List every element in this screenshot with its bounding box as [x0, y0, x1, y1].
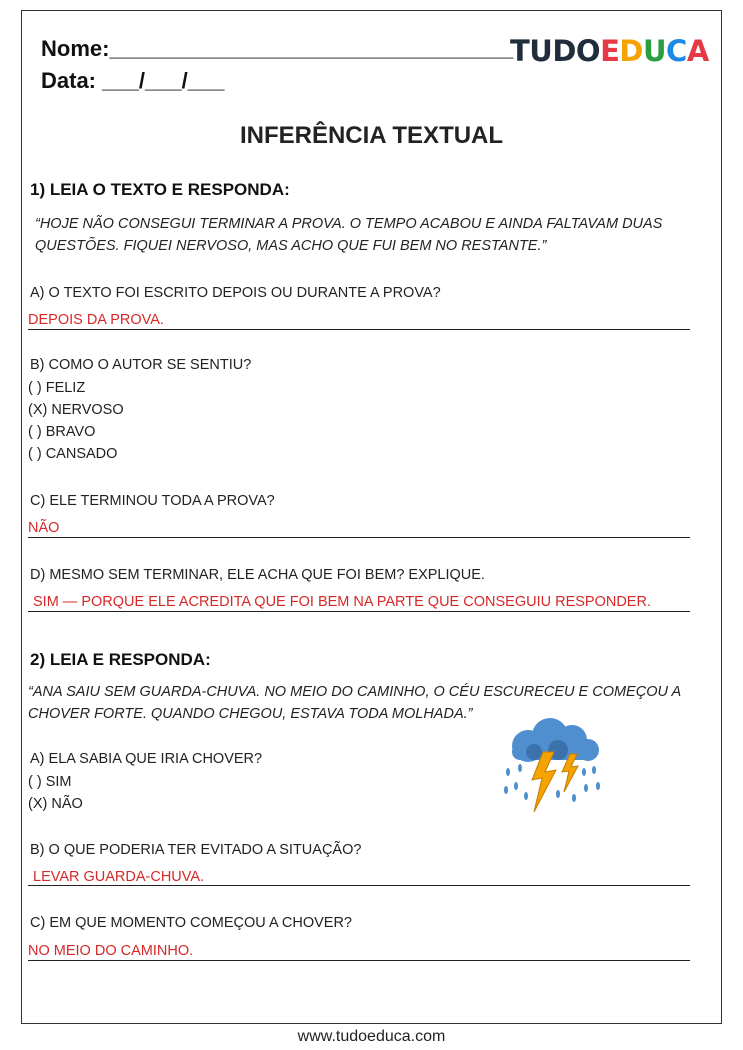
s2-question-b: B) O QUE PODERIA TER EVITADO A SITUAÇÃO? [30, 842, 362, 858]
s1-option-bravo: ( ) BRAVO [28, 424, 96, 440]
s2-answer-b: LEVAR GUARDA-CHUVA. [33, 869, 205, 885]
s2-answer-c: NO MEIO DO CAMINHO. [28, 943, 194, 959]
logo [510, 34, 709, 68]
answer-line [28, 885, 690, 886]
answer-line [28, 960, 690, 961]
answer-line [28, 611, 690, 612]
s1-answer-c: NÃO [28, 520, 60, 536]
logo-letter-a: A [686, 34, 709, 68]
logo-letter-d: D [619, 34, 643, 68]
logo-part-tudo: TUDO [510, 34, 601, 68]
answer-line [28, 329, 690, 330]
logo-letter-c: C [666, 34, 687, 68]
logo-letter-u: U [642, 34, 667, 68]
s1-question-b: B) COMO O AUTOR SE SENTIU? [30, 357, 252, 373]
s1-answer-a: DEPOIS DA PROVA. [28, 312, 164, 328]
worksheet-title: INFERÊNCIA TEXTUAL [239, 122, 504, 149]
storm-cloud-icon [498, 714, 608, 814]
section1-heading: 1) LEIA O TEXTO E RESPONDA: [30, 180, 290, 199]
s2-question-a: A) ELA SABIA QUE IRIA CHOVER? [30, 751, 263, 767]
s1-option-nervoso: (X) NERVOSO [28, 402, 124, 418]
s1-question-d: D) MESMO SEM TERMINAR, ELE ACHA QUE FOI BEM? EXPLIQUE. [30, 567, 485, 583]
s1-question-c: C) ELE TERMINOU TODA A PROVA? [30, 493, 275, 509]
s2-question-c: C) EM QUE MOMENTO COMEÇOU A CHOVER? [30, 915, 352, 931]
name-field-label: Nome:_________________________________ [41, 36, 514, 61]
logo-letter-e: E [600, 34, 620, 68]
section2-heading: 2) LEIA E RESPONDA: [30, 650, 211, 669]
section1-quote: “HOJE NÃO CONSEGUI TERMINAR A PROVA. O TEMPO ACABOU E AINDA FALTAVAM DUAS QUESTÕES. FIQUEI NERVOSO, MAS ACHO QUE FUI BEM NO RESTANTE.” [35, 216, 663, 254]
s1-answer-d: SIM — PORQUE ELE ACREDITA QUE FOI BEM NA PARTE QUE CONSEGUIU RESPONDER. [33, 594, 651, 610]
s2-option-sim: ( ) SIM [28, 774, 72, 790]
date-field-label: Data: ___/___/___ [41, 68, 225, 93]
s1-option-cansado: ( ) CANSADO [28, 446, 118, 462]
s2-option-nao: (X) NÃO [28, 796, 83, 812]
footer-url[interactable]: www.tudoeduca.com [297, 1028, 446, 1045]
s1-option-feliz: ( ) FELIZ [28, 380, 86, 396]
answer-line [28, 537, 690, 538]
section2-quote: “ANA SAIU SEM GUARDA-CHUVA. NO MEIO DO CAMINHO, O CÉU ESCURECEU E COMEÇOU A CHOVER FORTE. QUANDO CHEGOU, ESTAVA TODA MOLHADA.” [28, 684, 681, 722]
s1-question-a: A) O TEXTO FOI ESCRITO DEPOIS OU DURANTE A PROVA? [30, 285, 441, 301]
